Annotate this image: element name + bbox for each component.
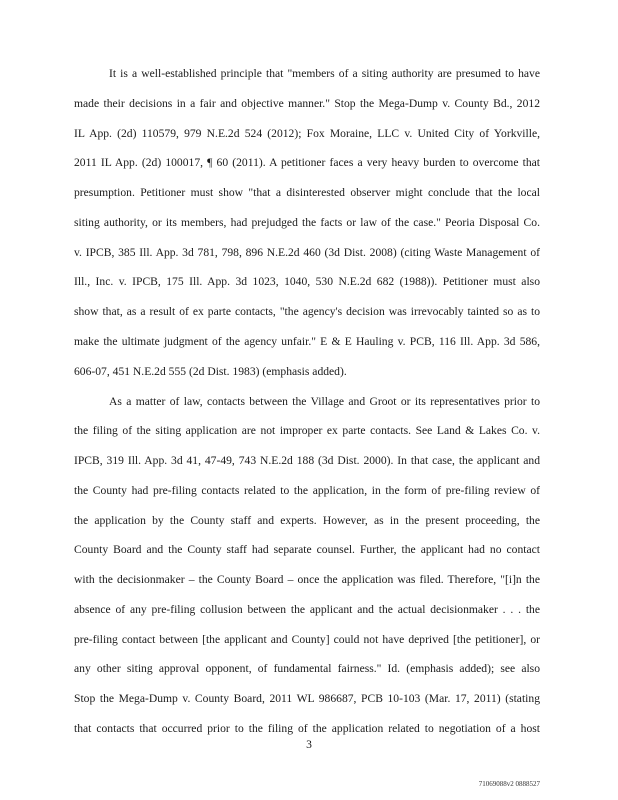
paragraph-2-line-4: the County had pre-filing contacts related to the application, in the form of pre-filing review of — [74, 483, 540, 497]
document-id: 71069088v2 0888527 — [478, 780, 540, 788]
paragraph-2-line-1: As a matter of law, contacts between the Village and Groot or its representatives prior to — [109, 394, 540, 408]
paragraph-1-line-1: It is a well-established principle that "members of a siting authority are presumed to have — [109, 67, 540, 80]
paragraph-1-line-11: 606-07, 451 N.E.2d 555 (2d Dist. 1983) (emphasis added). — [74, 364, 347, 378]
paragraph-1-line-2: made their decisions in a fair and objective manner." Stop the Mega-Dump v. County Bd., 2012 — [74, 96, 540, 110]
paragraph-1-line-4: 2011 IL App. (2d) 100017, ¶ 60 (2011). A petitioner faces a very heavy burden to overcome that — [74, 156, 540, 170]
paragraph-1-line-6: siting authority, or its members, had prejudged the facts or law of the case." Peoria Disposal Co. — [74, 215, 540, 229]
paragraph-2-line-11: Stop the Mega-Dump v. County Board, 2011 WL 986687, PCB 10-103 (Mar. 17, 2011) (stating — [74, 692, 540, 706]
paragraph-2-line-5: the application by the County staff and experts. However, as in the present proceeding, the — [74, 513, 540, 527]
paragraph-2-line-10: any other siting approval opponent, of fundamental fairness." Id. (emphasis added); see also — [74, 662, 540, 676]
paragraph-2-line-12: that contacts that occurred prior to the filing of the application related to negotiation of a host — [74, 722, 540, 735]
paragraph-1-line-5: presumption. Petitioner must show "that a disinterested observer might conclude that the local — [74, 186, 540, 200]
paragraph-1-line-8: Ill., Inc. v. IPCB, 175 Ill. App. 3d 1023, 1040, 530 N.E.2d 682 (1988)). Petitioner must also — [74, 275, 540, 289]
paragraph-1-line-7: v. IPCB, 385 Ill. App. 3d 781, 798, 896 N.E.2d 460 (3d Dist. 2008) (citing Waste Management of — [74, 245, 540, 259]
paragraph-2-line-8: absence of any pre-filing collusion between the applicant and the actual decisionmaker . . . the — [74, 602, 540, 616]
page-number: 3 — [306, 738, 312, 751]
paragraph-2-line-2: the filing of the siting application are not improper ex parte contacts. See Land & Lakes Co. v. — [74, 424, 540, 438]
paragraph-2-line-7: with the decisionmaker – the County Board – once the application was filed. Therefore, "[i]n the — [74, 573, 540, 587]
paragraph-2-line-6: County Board and the County staff had separate counsel. Further, the applicant had no contact — [74, 543, 540, 557]
paragraph-1-line-10: make the ultimate judgment of the agency unfair." E & E Hauling v. PCB, 116 Ill. App. 3d 586, — [74, 334, 540, 348]
paragraph-2-line-9: pre-filing contact between [the applicant and County] could not have deprived [the petitioner], or — [74, 632, 540, 646]
paragraph-1-line-9: show that, as a result of ex parte contacts, "the agency's decision was irrevocably tainted so as to — [74, 305, 540, 319]
paragraph-2-line-3: IPCB, 319 Ill. App. 3d 41, 47-49, 743 N.E.2d 188 (3d Dist. 2000). In that case, the applicant and — [74, 454, 540, 468]
paragraph-1-line-3: IL App. (2d) 110579, 979 N.E.2d 524 (2012); Fox Moraine, LLC v. United City of Yorkville, — [74, 126, 540, 140]
